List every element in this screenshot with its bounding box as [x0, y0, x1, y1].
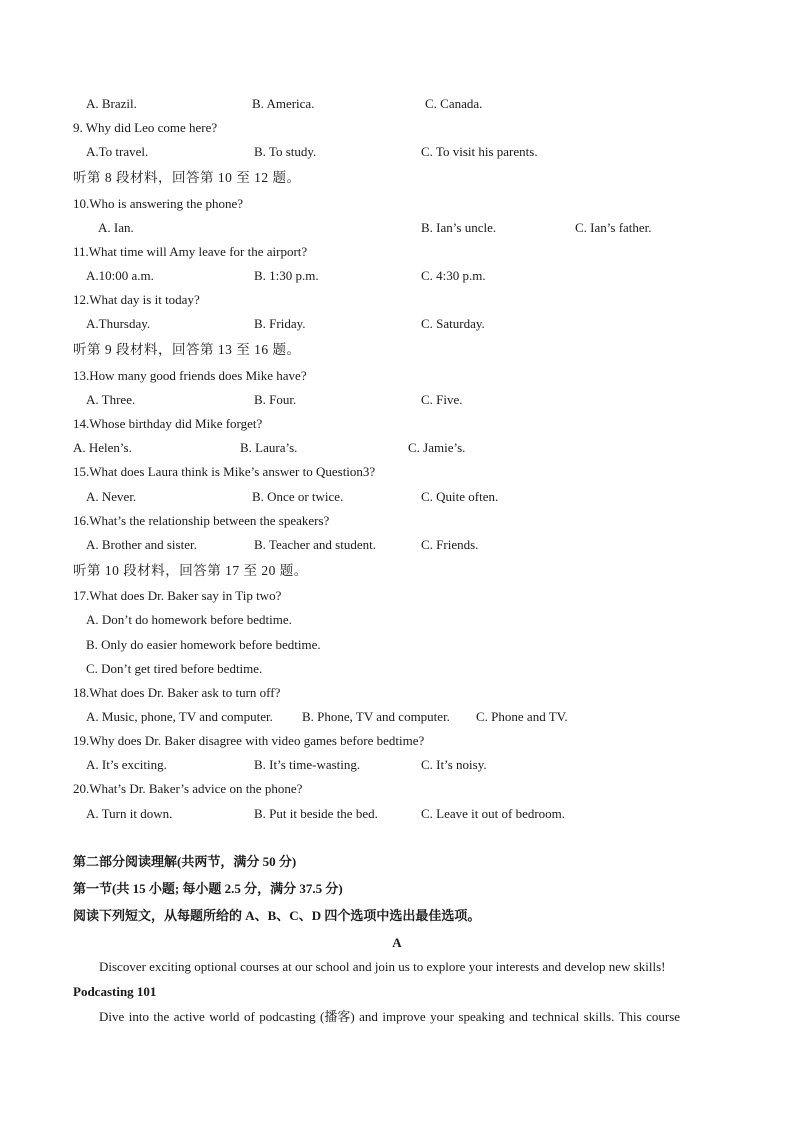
- q13-option-b: B. Four.: [254, 392, 297, 407]
- q14-option-a: A. Helen’s.: [73, 440, 132, 455]
- q11-option-c: C. 4:30 p.m.: [421, 268, 486, 283]
- q16-question: 16.What’s the relationship between the speakers?: [73, 513, 330, 528]
- q20-option-b: B. Put it beside the bed.: [254, 806, 378, 821]
- q12-question: 12.What day is it today?: [73, 292, 200, 307]
- q15-option-b: B. Once or twice.: [252, 489, 344, 504]
- q18-option-b: B. Phone, TV and computer.: [302, 709, 450, 724]
- q10-question: 10.Who is answering the phone?: [73, 196, 244, 211]
- section-8-instruction: 听第 8 段材料，回答第 10 至 12 题。: [73, 170, 301, 185]
- q15-option-a: A. Never.: [86, 489, 137, 504]
- q17-option-b: B. Only do easier homework before bedtime.: [86, 637, 321, 652]
- q19-option-b: B. It’s time-wasting.: [254, 757, 361, 772]
- q18-question: 18.What does Dr. Baker ask to turn off?: [73, 685, 281, 700]
- q9-option-a: A.To travel.: [86, 144, 149, 159]
- q9-question: 9. Why did Leo come here?: [73, 120, 218, 135]
- q8-option-a: A. Brazil.: [86, 96, 137, 111]
- section-9-instruction: 听第 9 段材料，回答第 13 至 16 题。: [73, 342, 301, 357]
- q14-option-c: C. Jamie’s.: [408, 440, 466, 455]
- q11-option-a: A.10:00 a.m.: [86, 268, 154, 283]
- q13-question: 13.How many good friends does Mike have?: [73, 368, 307, 383]
- q8-option-b: B. America.: [252, 96, 315, 111]
- q19-question: 19.Why does Dr. Baker disagree with video games before bedtime?: [73, 733, 425, 748]
- q20-option-a: A. Turn it down.: [86, 806, 173, 821]
- q19-option-c: C. It’s noisy.: [421, 757, 487, 772]
- part-2-heading: 第二部分阅读理解(共两节，满分 50 分): [73, 854, 297, 869]
- reading-instruction: 阅读下列短文，从每题所给的 A、B、C、D 四个选项中选出最佳选项。: [73, 908, 481, 923]
- q18-option-c: C. Phone and TV.: [476, 709, 568, 724]
- q12-option-c: C. Saturday.: [421, 316, 485, 331]
- course-description: Dive into the active world of podcasting (播客) and improve your speaking and technical skills. This course: [99, 1009, 681, 1024]
- q14-question: 14.Whose birthday did Mike forget?: [73, 416, 263, 431]
- q12-option-b: B. Friday.: [254, 316, 306, 331]
- q11-question: 11.What time will Amy leave for the airport?: [73, 244, 308, 259]
- q8-option-c: C. Canada.: [425, 96, 483, 111]
- course-title: Podcasting 101: [73, 984, 157, 999]
- q10-option-b: B. Ian’s uncle.: [421, 220, 497, 235]
- q10-option-c: C. Ian’s father.: [575, 220, 652, 235]
- q12-option-a: A.Thursday.: [86, 316, 151, 331]
- q17-option-a: A. Don’t do homework before bedtime.: [86, 612, 292, 627]
- q15-question: 15.What does Laura think is Mike’s answer to Question3?: [73, 464, 376, 479]
- q9-option-c: C. To visit his parents.: [421, 144, 538, 159]
- q14-option-b: B. Laura’s.: [240, 440, 298, 455]
- q11-option-b: B. 1:30 p.m.: [254, 268, 319, 283]
- q19-option-a: A. It’s exciting.: [86, 757, 167, 772]
- q13-option-c: C. Five.: [421, 392, 463, 407]
- q17-question: 17.What does Dr. Baker say in Tip two?: [73, 588, 282, 603]
- q16-option-c: C. Friends.: [421, 537, 479, 552]
- q18-option-a: A. Music, phone, TV and computer.: [86, 709, 273, 724]
- q20-option-c: C. Leave it out of bedroom.: [421, 806, 566, 821]
- q15-option-c: C. Quite often.: [421, 489, 499, 504]
- part-2-section-1-heading: 第一节(共 15 小题; 每小题 2.5 分，满分 37.5 分): [73, 881, 343, 896]
- q13-option-a: A. Three.: [86, 392, 136, 407]
- section-10-instruction: 听第 10 段材料，回答第 17 至 20 题。: [73, 563, 308, 578]
- q9-option-b: B. To study.: [254, 144, 317, 159]
- q17-option-c: C. Don’t get tired before bedtime.: [86, 661, 263, 676]
- q16-option-b: B. Teacher and student.: [254, 537, 376, 552]
- q20-question: 20.What’s Dr. Baker’s advice on the phone?: [73, 781, 303, 796]
- passage-intro: Discover exciting optional courses at our school and join us to explore your interests and develop new skills!: [99, 959, 666, 974]
- q16-option-a: A. Brother and sister.: [86, 537, 197, 552]
- q10-option-a: A. Ian.: [98, 220, 134, 235]
- passage-label: A: [392, 935, 402, 950]
